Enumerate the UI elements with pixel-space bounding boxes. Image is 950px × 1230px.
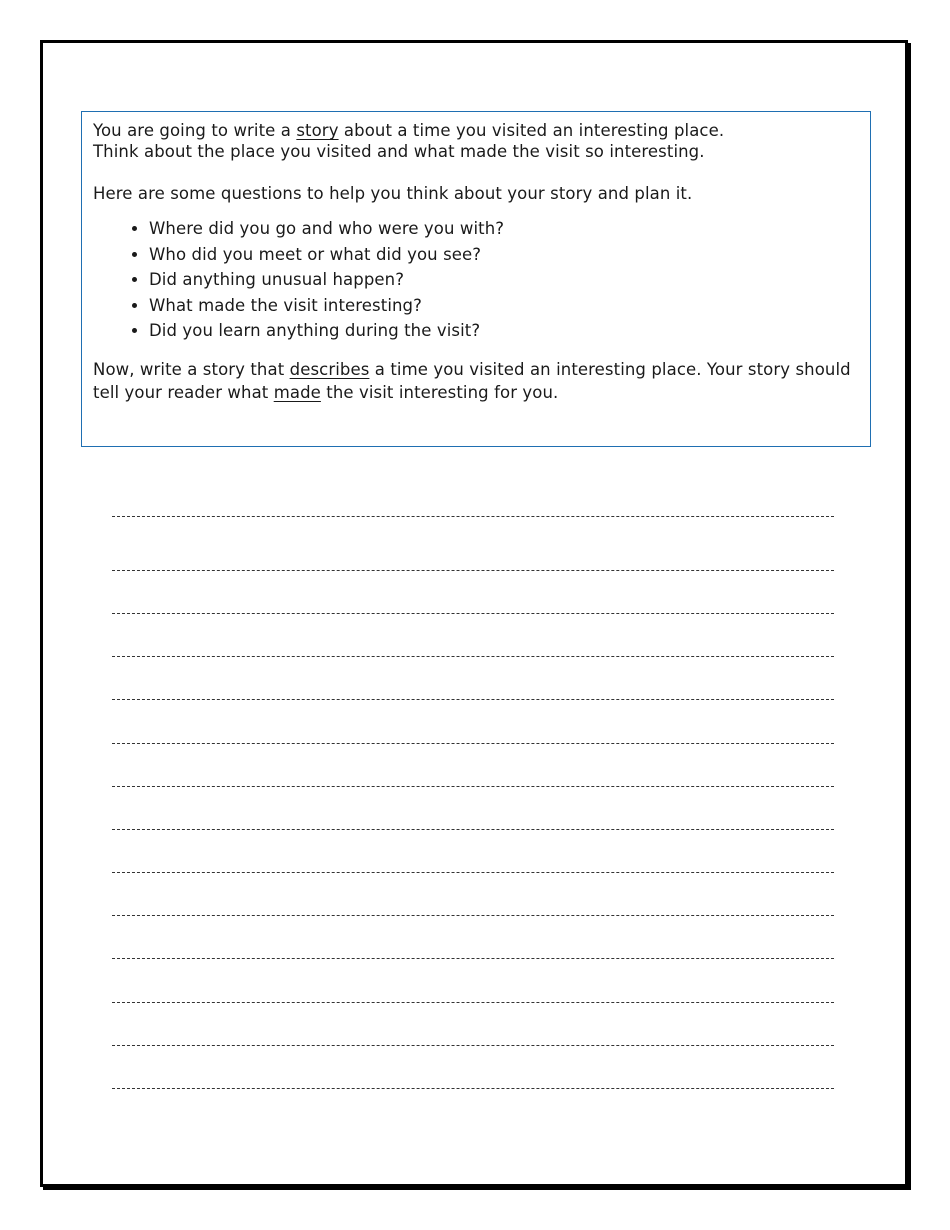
instruction-text-3: the visit interesting for you. [320,382,559,402]
writing-line[interactable] [112,1088,834,1089]
writing-line[interactable] [112,958,834,959]
question-item: • Who did you meet or what did you see? [149,242,859,268]
instruction-text-2: a time you visited an interesting place. Your story should tell your reader what [93,359,851,402]
question-item: • Did you learn anything during the visit? [149,318,859,344]
writing-line[interactable] [112,613,834,614]
writing-line[interactable] [112,516,834,517]
writing-line[interactable] [112,656,834,657]
writing-area[interactable] [112,0,834,1230]
underlined-word-story: story [296,121,339,140]
prompt-think-line: Think about the place you visited and what made the visit so interesting. [93,142,705,161]
underlined-word-made: made [273,382,321,402]
writing-line[interactable] [112,915,834,916]
prompt-intro-text-end: about a time you visited an interesting place. [338,121,725,140]
writing-line[interactable] [112,570,834,571]
underlined-word-describes: describes [289,359,370,379]
writing-line[interactable] [112,743,834,744]
writing-line[interactable] [112,872,834,873]
writing-line[interactable] [112,1002,834,1003]
writing-line[interactable] [112,1045,834,1046]
prompt-intro-text: You are going to write a [93,121,297,140]
instruction-text-1: Now, write a story that [93,359,290,379]
question-item: • Did anything unusual happen? [149,267,859,293]
prompt-questions-intro: Here are some questions to help you think about your story and plan it. [93,184,693,203]
writing-line[interactable] [112,786,834,787]
writing-line[interactable] [112,699,834,700]
writing-line[interactable] [112,829,834,830]
question-item: • What made the visit interesting? [149,293,859,319]
question-item: • Where did you go and who were you with? [149,216,859,242]
